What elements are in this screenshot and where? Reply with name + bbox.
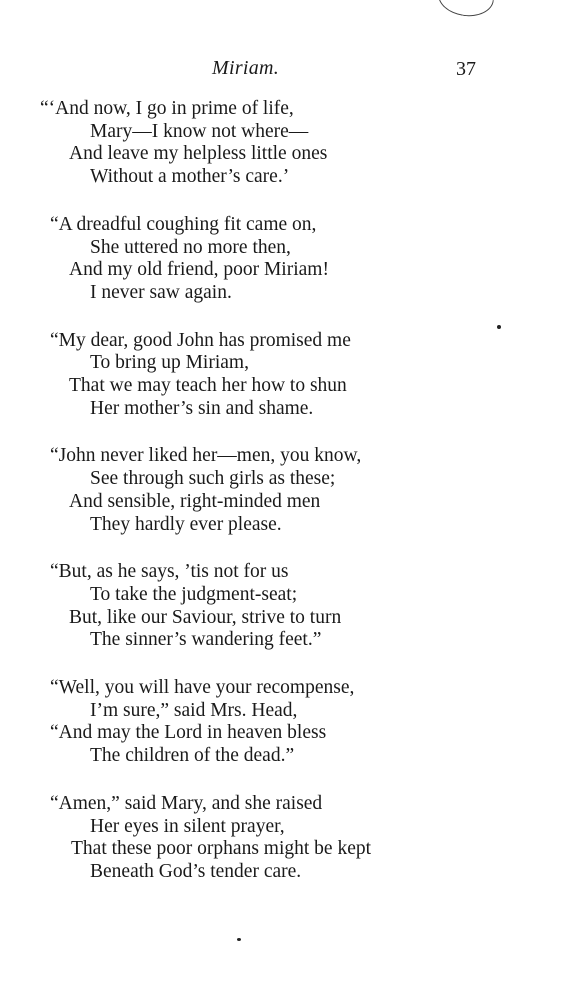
poem-line: “Well, you will have your recompense, [50, 677, 355, 699]
poem-line: That we may teach her how to shun [69, 375, 347, 397]
ink-speck [497, 325, 501, 329]
stanza-1 [0, 98, 583, 189]
stanza-6 [0, 677, 583, 768]
poem-line: That these poor orphans might be kept [71, 838, 372, 860]
poem-line: To take the judgment-seat; [90, 583, 298, 605]
poem-line: “John never liked her—men, you know, [50, 445, 362, 467]
poem-line: “And may the Lord in heaven bless [50, 722, 327, 744]
poem-line: “My dear, good John has promised me [50, 329, 351, 351]
poem-line: She uttered no more then, [90, 236, 291, 258]
poem-line: I’m sure,” said Mrs. Head, [90, 699, 298, 721]
poem-line: “‘And now, I go in prime of life, [40, 98, 294, 119]
poem-line: “A dreadful coughing fit came on, [50, 213, 317, 235]
poem-line: Mary—I know not where— [90, 120, 309, 142]
poem-line: And sensible, right-minded men [69, 490, 321, 512]
poem-line: “But, as he says, ’tis not for us [50, 561, 289, 583]
stanza-4 [0, 445, 583, 536]
stanza-2 [0, 214, 583, 305]
stanza-5 [0, 561, 583, 652]
page-number: 37 [456, 58, 476, 80]
poem-line: Her eyes in silent prayer, [90, 815, 285, 837]
poem-line: But, like our Saviour, strive to turn [69, 606, 342, 628]
poem-line: I never saw again. [90, 281, 232, 303]
poem-line: To bring up Miriam, [90, 352, 249, 374]
page-corner-mark [436, 0, 497, 20]
poem-line: Her mother’s sin and shame. [90, 397, 314, 419]
poem-line: The sinner’s wandering feet.” [90, 629, 322, 651]
poem-body [0, 98, 583, 909]
poem-line: Without a mother’s care.’ [90, 166, 290, 188]
poem-line: And my old friend, poor Miriam! [69, 259, 329, 281]
poem-line: “Amen,” said Mary, and she raised [50, 792, 323, 814]
stanza-7 [0, 793, 583, 884]
poem-line: Beneath God’s tender care. [90, 860, 302, 882]
poem-line: See through such girls as these; [90, 468, 336, 490]
poem-line: And leave my helpless little ones [69, 143, 328, 165]
ink-speck [237, 938, 241, 941]
stanza-3 [0, 330, 583, 421]
running-header [0, 57, 583, 87]
running-title: Miriam. [212, 57, 280, 79]
poem-line: The children of the dead.” [90, 745, 295, 767]
poem-line: They hardly ever please. [90, 513, 282, 535]
